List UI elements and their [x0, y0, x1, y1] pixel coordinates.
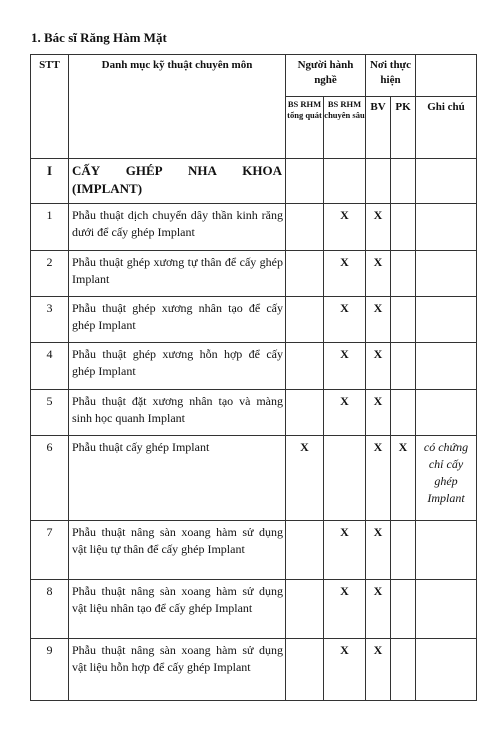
- clinic-mark: [391, 580, 416, 639]
- clinic-mark: [391, 390, 416, 436]
- row-number: 9: [31, 639, 69, 701]
- note-cell: [416, 521, 477, 580]
- hospital-header: BV: [366, 97, 391, 159]
- clinic-mark: [391, 639, 416, 701]
- clinic-mark: [391, 343, 416, 390]
- specialist-dentist-header: BS RHM chuyên sâu: [324, 97, 366, 159]
- hospital-mark: X: [366, 204, 391, 251]
- technique-name: Phẫu thuật nâng sàn xoang hàm sử dụng vật liệu nhân tạo để cấy ghép Implant: [69, 580, 286, 639]
- note-cell: [416, 580, 477, 639]
- hospital-mark: X: [366, 343, 391, 390]
- clinic-mark: [391, 251, 416, 297]
- table-body: [31, 204, 477, 701]
- general-dentist-mark: [286, 521, 324, 580]
- clinic-mark: [391, 521, 416, 580]
- row-number: 6: [31, 436, 69, 521]
- technique-name: Phẫu thuật đặt xương nhân tạo và màng sinh học quanh Implant: [69, 390, 286, 436]
- place-header: Nơi thực hiện: [366, 55, 416, 97]
- note-header-top: [416, 55, 477, 97]
- table-row: [31, 521, 477, 580]
- note-cell: có chứng chỉ cấy ghép Implant: [416, 436, 477, 521]
- section-row: [31, 159, 477, 204]
- technique-name: Phẫu thuật ghép xương hỗn hợp để cấy ghép Implant: [69, 343, 286, 390]
- hospital-mark: X: [366, 297, 391, 343]
- hospital-mark: X: [366, 639, 391, 701]
- specialist-dentist-mark: X: [324, 204, 366, 251]
- table-row: [31, 639, 477, 701]
- note-cell: [416, 343, 477, 390]
- specialist-dentist-mark: X: [324, 521, 366, 580]
- row-number: 7: [31, 521, 69, 580]
- clinic-mark: [391, 204, 416, 251]
- table-row: [31, 436, 477, 521]
- section-heading: 1. Bác sĩ Răng Hàm Mặt: [31, 30, 167, 45]
- specialist-dentist-mark: X: [324, 639, 366, 701]
- general-dentist-mark: [286, 204, 324, 251]
- technique-name: Phẫu thuật dịch chuyển dây thần kinh răng dưới để cấy ghép Implant: [69, 204, 286, 251]
- technique-name: Phẫu thuật nâng sàn xoang hàm sử dụng vật liệu tự thân để cấy ghép Implant: [69, 521, 286, 580]
- header-row: [31, 55, 477, 97]
- row-number: 4: [31, 343, 69, 390]
- technique-name: Phẫu thuật cấy ghép Implant: [69, 436, 286, 521]
- general-dentist-mark: [286, 390, 324, 436]
- hospital-mark: X: [366, 390, 391, 436]
- general-dentist-mark: [286, 343, 324, 390]
- note-cell: [416, 297, 477, 343]
- practitioner-header: Người hành nghề: [286, 55, 366, 97]
- general-dentist-mark: [286, 580, 324, 639]
- specialist-dentist-mark: X: [324, 297, 366, 343]
- table-row: [31, 251, 477, 297]
- note-cell: [416, 639, 477, 701]
- row-number: 3: [31, 297, 69, 343]
- clinic-mark: [391, 297, 416, 343]
- specialist-dentist-mark: [324, 436, 366, 521]
- note-cell: [416, 251, 477, 297]
- technique-name: Phẫu thuật ghép xương tự thân để cấy ghép Implant: [69, 251, 286, 297]
- general-dentist-mark: [286, 251, 324, 297]
- section-title-line2: (IMPLANT): [72, 181, 143, 196]
- clinic-header: PK: [391, 97, 416, 159]
- note-header: Ghi chú: [416, 97, 477, 159]
- section-title: [69, 159, 286, 204]
- table-row: [31, 343, 477, 390]
- row-number: 2: [31, 251, 69, 297]
- section-number: I: [31, 159, 69, 204]
- table-row: [31, 580, 477, 639]
- table-row: [31, 297, 477, 343]
- row-number: 5: [31, 390, 69, 436]
- general-dentist-mark: [286, 639, 324, 701]
- specialist-dentist-mark: X: [324, 580, 366, 639]
- row-number: 1: [31, 204, 69, 251]
- technique-name: Phẫu thuật ghép xương nhân tạo để cấy ghép Implant: [69, 297, 286, 343]
- specialist-dentist-mark: X: [324, 251, 366, 297]
- clinic-mark: X: [391, 436, 416, 521]
- specialist-dentist-mark: X: [324, 390, 366, 436]
- note-cell: [416, 390, 477, 436]
- section-title-line1: CẤY GHÉP NHA KHOA: [72, 163, 282, 178]
- general-dentist-header: BS RHM tổng quát: [286, 97, 324, 159]
- hospital-mark: X: [366, 436, 391, 521]
- stt-header: STT: [31, 55, 69, 159]
- general-dentist-mark: [286, 297, 324, 343]
- technique-table: [30, 54, 477, 701]
- technique-name: Phẫu thuật nâng sàn xoang hàm sử dụng vật liệu hỗn hợp để cấy ghép Implant: [69, 639, 286, 701]
- hospital-mark: X: [366, 580, 391, 639]
- specialist-dentist-mark: X: [324, 343, 366, 390]
- hospital-mark: X: [366, 251, 391, 297]
- hospital-mark: X: [366, 521, 391, 580]
- row-number: 8: [31, 580, 69, 639]
- note-cell: [416, 204, 477, 251]
- general-dentist-mark: X: [286, 436, 324, 521]
- category-header: Danh mục kỹ thuật chuyên môn: [69, 55, 286, 159]
- table-row: [31, 390, 477, 436]
- table-row: [31, 204, 477, 251]
